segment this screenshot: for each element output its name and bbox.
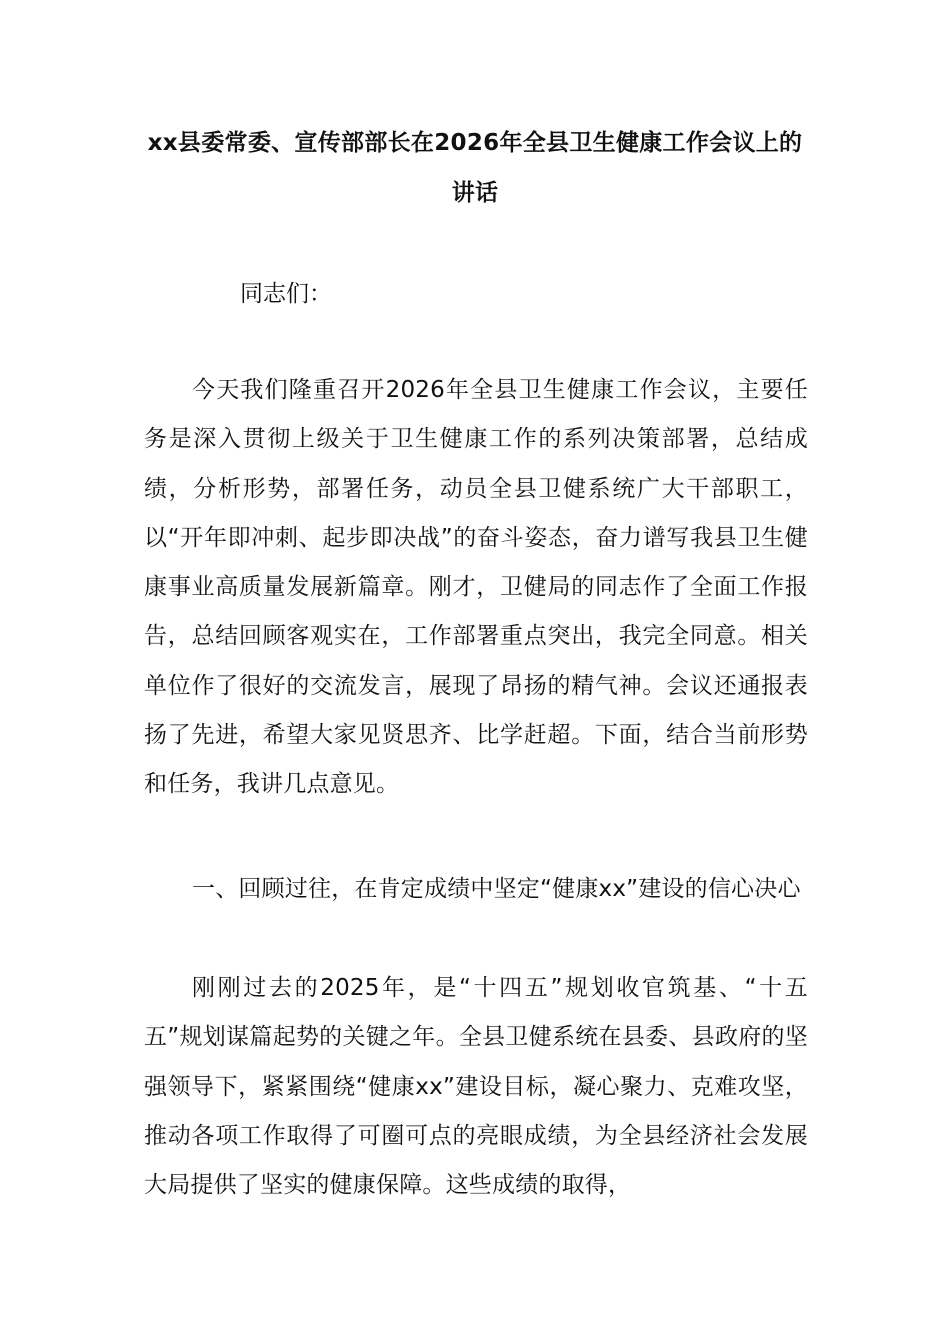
section-heading: 一、回顾过往，在肯定成绩中坚定“健康xx”建设的信心决心: [192, 876, 801, 902]
greeting: 同志们：: [240, 281, 332, 307]
review-paragraph: 刚刚过去的2025年，是“十四五”规划收官筑基、“十五五”规划谋篇起势的关键之年。全县卫健系统在县委、县政府的坚强领导下，紧紧围绕“健康xx”建设目标，凝心聚力、克难攻坚，推动各项工作取得了可圈可点的亮眼成绩，为全县经济社会发展大局提供了坚实的健康保障。这些成绩的取得，: [144, 975, 808, 1199]
intro-paragraph: 今天我们隆重召开2026年全县卫生健康工作会议，主要任务是深入贯彻上级关于卫生健康工作的系列决策部署，总结成绩，分析形势，部署任务，动员全县卫健系统广大干部职工，以“开年即冲刺、起步即决战”的奋斗姿态，奋力谱写我县卫生健康事业高质量发展新篇章。刚才，卫健局的同志作了全面工作报告，总结回顾客观实在，工作部署重点突出，我完全同意。相关单位作了很好的交流发言，展现了昂扬的精气神。会议还通报表扬了先进，希望大家见贤思齐、比学赶超。下面，结合当前形势和任务，我讲几点意见。: [144, 377, 808, 798]
document-title: xx县委常委、宣传部部长在2026年全县卫生健康工作会议上的讲话: [147, 130, 803, 206]
